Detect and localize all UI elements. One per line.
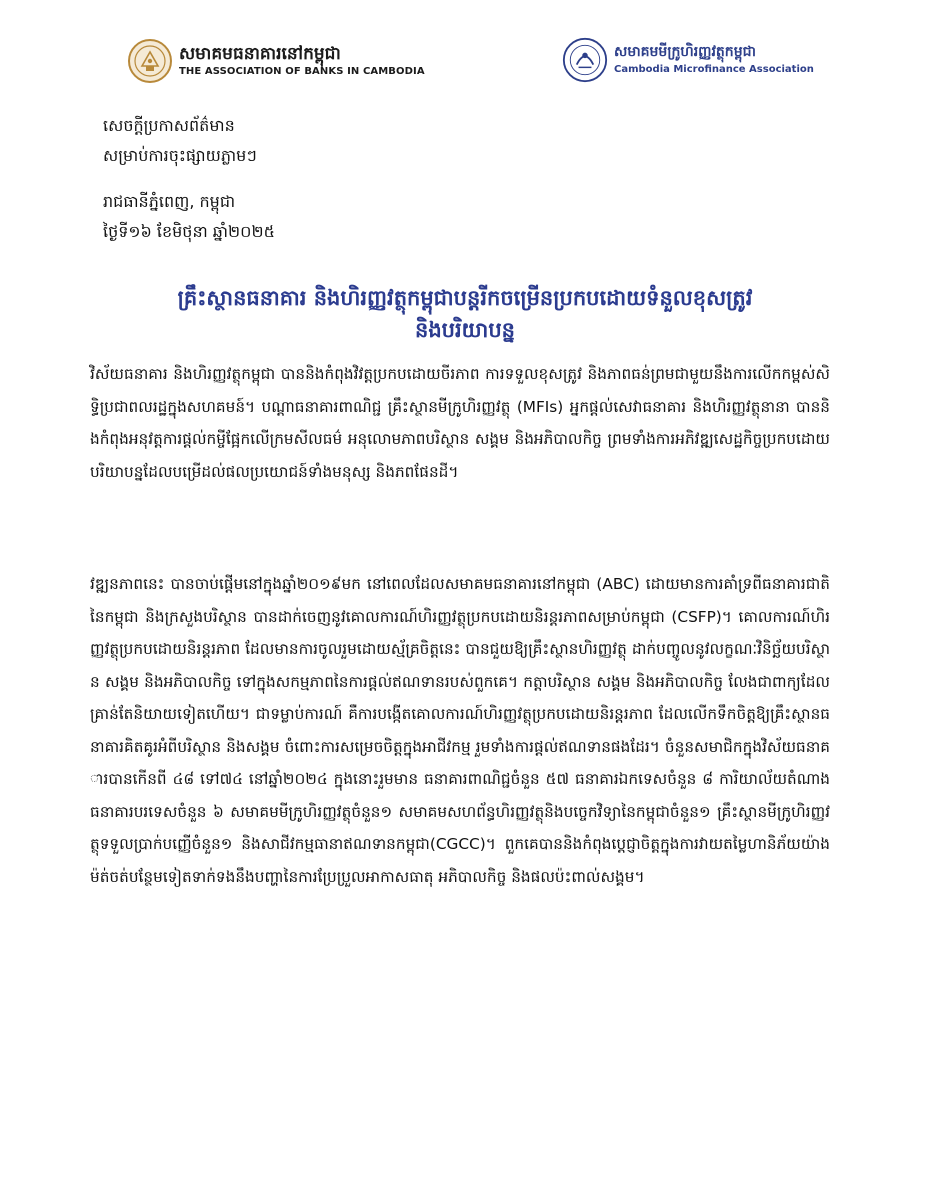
abc-name-km: សមាគមធនាគារនៅកម្ពុជា xyxy=(179,43,341,64)
cma-name-en: Cambodia Microfinance Association xyxy=(614,63,814,75)
headline xyxy=(120,282,810,346)
abc-logo xyxy=(127,36,425,86)
release-info xyxy=(103,111,257,171)
dateline xyxy=(103,187,275,247)
release-date: ថ្ងៃទី១៦ ខែមិថុនា ឆ្នាំ២០២៥ xyxy=(103,222,275,241)
cma-logo xyxy=(562,34,814,86)
abc-seal-icon xyxy=(127,38,173,84)
headline-line-1: គ្រឹះស្ថានធនាគារ និងហិរញ្ញវត្ថុកម្ពុជាបន្តរីកចម្រើនប្រកបដោយទំនួលខុសត្រូវ xyxy=(177,286,753,310)
document-type: សេចក្តីប្រកាសព័ត៌មាន xyxy=(103,116,235,135)
abc-name-en: THE ASSOCIATION OF BANKS IN CAMBODIA xyxy=(179,66,425,78)
body-paragraph-1: វិស័យធនាគារ និងហិរញ្ញវត្ថុកម្ពុជា បាននិងកំពុងវិវត្តប្រកបដោយចីរភាព ការទទួលខុសត្រូវ និងភាពធន់ព្រមជាមួយនឹងការលើកកម្ពស់សិទ្ធិប្រជាពលរដ្ឋក្នុងសហគមន៍។ បណ្តាធនាគារពាណិជ្ជ គ្រឹះស្ថានមីក្រូហិរញ្ញវត្ថុ (MFIs) អ្នកផ្តល់សេវាធនាគារ និងហិរញ្ញវត្ថុនានា បាននិងកំពុងអនុវត្តការផ្តល់កម្ចីផ្អែកលើក្រមសីលធម៌ អនុលោមភាពបរិស្ថាន សង្គម និងអភិបាលកិច្ច ព្រមទាំងការអភិវឌ្ឍសេដ្ឋកិច្ចប្រកបដោយបរិយាបន្នដែលបម្រើដល់ផលប្រយោជន៍ទាំងមនុស្ស និងភពផែនដី។ xyxy=(90,365,830,481)
body-paragraph-2: វឌ្ឍនភាពនេះ បានចាប់ផ្តើមនៅក្នុងឆ្នាំ២០១៩មក នៅពេលដែលសមាគមធនាគារនៅកម្ពុជា (ABC) ដោយមានការគាំទ្រពីធនាគារជាតិនៃកម្ពុជា និងក្រសួងបរិស្ថាន បានដាក់ចេញនូវគោលការណ៍ហិរញ្ញវត្ថុប្រកបដោយនិរន្តរភាពសម្រាប់កម្ពុជា (CSFP)។ គោលការណ៍ហិរញ្ញវត្ថុប្រកបដោយនិរន្តរភាព ដែលមានការចូលរួមដោយស្ម័គ្រចិត្តនេះ បានជួយឱ្យគ្រឹះស្ថានហិរញ្ញវត្ថុ ដាក់បញ្ចូលនូវលក្ខណៈវិនិច្ឆ័យបរិស្ថាន សង្គម និងអភិបាលកិច្ច ទៅក្នុងសកម្មភាពនៃការផ្តល់ឥណទានរបស់ពួកគេ។ កត្តាបរិស្ថាន សង្គម និងអភិបាលកិច្ច លែងជាពាក្យដែលគ្រាន់តែនិយាយទៀតហើយ។ ជាទម្លាប់ការណ៍ គឺការបង្កើតគោលការណ៍ហិរញ្ញវត្ថុប្រកបដោយនិរន្តរភាព ដែលលើកទឹកចិត្តឱ្យគ្រឹះស្ថានធនាគារគិតគូរអំពីបរិស្ថាន និងសង្គម ចំពោះការសម្រេចចិត្តក្នុងអាជីវកម្ម រួមទាំងការផ្តល់ឥណទានផងដែរ។ ចំនួនសមាជិកក្នុងវិស័យធនាគារបានកើនពី ៤៨ ទៅ៧៤ នៅឆ្នាំ២០២៤ ក្នុងនោះរួមមាន ធនាគារពាណិជ្ជចំនួន ៥៧ ធនាគារឯកទេសចំនួន ៨ ការិយាល័យតំណាងធនាគារបរទេសចំនួន ៦ សមាគមមីក្រូហិរញ្ញវត្ថុចំនួន១ សមាគមសហព័ន្ធហិរញ្ញវត្ថុនិងបច្ចេកវិទ្យានៃកម្ពុជាចំនួន១ គ្រឹះស្ថានមីក្រូហិរញ្ញវត្ថុទទួលប្រាក់បញ្ញើចំនួន១ និងសាជីវកម្មធានាឥណទានកម្ពុជា(CGCC)។ ពួកគេបាននិងកំពុងប្តេជ្ញាចិត្តក្នុងការវាយតម្លៃហានិភ័យយ៉ាងម៉ត់ចត់បន្ថែមទៀតទាក់ទងនឹងបញ្ហានៃការប្រែប្រួលអាកាសធាតុ អភិបាលកិច្ច និងផលប៉ះពាល់សង្គម។ xyxy=(90,575,830,886)
cma-name-km: សមាគមមីក្រូហិរញ្ញវត្ថុកម្ពុជា xyxy=(614,44,756,61)
release-instruction: សម្រាប់ការចុះផ្សាយភ្លាមៗ xyxy=(103,146,257,165)
location: រាជធានីភ្នំពេញ, កម្ពុជា xyxy=(103,192,236,211)
cma-seal-icon xyxy=(562,37,608,83)
headline-line-2: និងបរិយាបន្ន xyxy=(415,318,515,342)
